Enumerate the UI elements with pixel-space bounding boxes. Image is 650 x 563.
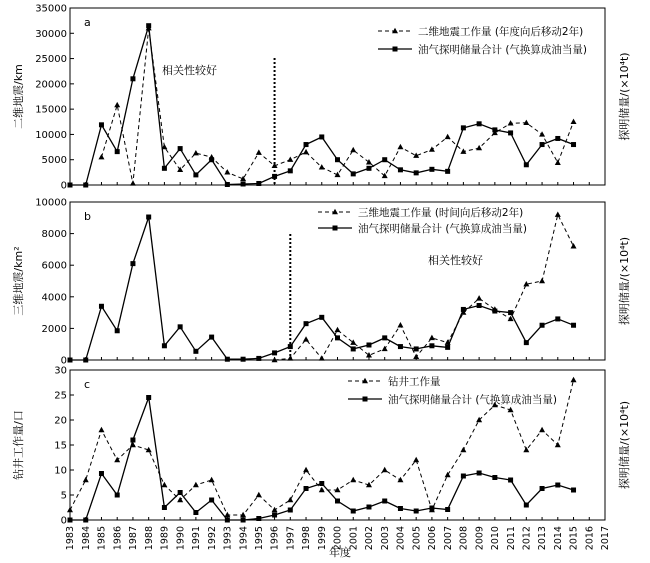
data-point-triangle bbox=[287, 497, 293, 502]
data-point-triangle bbox=[224, 169, 230, 174]
y-axis-label-right: 探明储量/(×10⁴t) bbox=[618, 52, 631, 141]
data-point-triangle bbox=[319, 164, 325, 169]
legend-label: 油气探明储量合计 (气换算成油当量) bbox=[358, 223, 528, 235]
x-tick-label: 1998 bbox=[301, 526, 313, 551]
x-tick-label: 2000 bbox=[332, 526, 344, 551]
legend-label: 三维地震工作量 (时间向后移动2年) bbox=[358, 207, 524, 219]
data-point-square bbox=[477, 471, 482, 476]
y-tick-label: 25 bbox=[54, 390, 67, 402]
x-tick-label: 2014 bbox=[552, 526, 564, 551]
data-point-square bbox=[382, 499, 387, 504]
data-point-triangle bbox=[539, 131, 545, 136]
data-point-triangle bbox=[272, 507, 278, 512]
data-point-triangle bbox=[555, 442, 561, 447]
series-line bbox=[70, 398, 574, 521]
data-point-square bbox=[540, 142, 545, 147]
y-axis-label-left: 三维地震/km² bbox=[12, 246, 25, 316]
data-point-triangle bbox=[571, 119, 577, 124]
data-point-square bbox=[319, 315, 324, 320]
data-point-square bbox=[130, 76, 135, 81]
data-point-triangle bbox=[539, 278, 545, 283]
x-tick-label: 2012 bbox=[521, 526, 533, 551]
panel-letter: c bbox=[84, 378, 91, 391]
data-point-square bbox=[288, 508, 293, 513]
y-tick-label: 10000 bbox=[35, 197, 67, 209]
series-line bbox=[275, 215, 574, 360]
legend-label: 二维地震工作量 (年度向后移动2年) bbox=[418, 26, 584, 38]
data-point-triangle bbox=[256, 149, 262, 154]
y-tick-label: 10000 bbox=[35, 129, 67, 141]
data-point-triangle bbox=[303, 467, 309, 472]
data-point-square bbox=[272, 513, 277, 518]
x-tick-label: 2007 bbox=[442, 526, 454, 551]
data-point-triangle bbox=[571, 243, 577, 248]
data-point-triangle bbox=[350, 477, 356, 482]
x-tick-label: 1988 bbox=[143, 526, 155, 551]
data-point-square bbox=[319, 481, 324, 486]
data-point-square bbox=[288, 168, 293, 173]
x-tick-label: 2017 bbox=[600, 526, 612, 551]
data-point-square bbox=[366, 342, 371, 347]
x-tick-label: 2010 bbox=[490, 526, 502, 551]
legend-label: 油气探明储量合计 (气换算成油当量) bbox=[418, 44, 588, 56]
data-point-square bbox=[555, 316, 560, 321]
data-point-triangle bbox=[350, 147, 356, 152]
data-point-triangle bbox=[319, 355, 325, 360]
legend-label: 油气探明储量合计 (气换算成油当量) bbox=[388, 394, 558, 406]
y-tick-label: 25000 bbox=[35, 54, 67, 66]
y-tick-label: 0 bbox=[60, 180, 67, 192]
data-point-square bbox=[83, 518, 88, 523]
x-tick-label: 1992 bbox=[206, 526, 218, 551]
x-tick-label: 1995 bbox=[254, 526, 266, 551]
data-point-square bbox=[477, 303, 482, 308]
data-point-triangle bbox=[256, 492, 262, 497]
data-point-square bbox=[555, 136, 560, 141]
legend-marker-square bbox=[363, 397, 368, 402]
data-point-square bbox=[146, 23, 151, 28]
data-point-square bbox=[99, 471, 104, 476]
x-tick-label: 2009 bbox=[474, 526, 486, 551]
data-point-triangle bbox=[114, 102, 120, 107]
y-tick-label: 0 bbox=[60, 515, 67, 527]
data-point-square bbox=[225, 518, 230, 523]
data-point-triangle bbox=[209, 477, 215, 482]
data-point-square bbox=[225, 357, 230, 362]
y-tick-label: 20 bbox=[54, 415, 67, 427]
data-point-square bbox=[241, 518, 246, 523]
data-point-triangle bbox=[366, 159, 372, 164]
x-tick-label: 1991 bbox=[191, 526, 203, 551]
y-tick-label: 6000 bbox=[41, 260, 67, 272]
data-point-square bbox=[178, 146, 183, 151]
data-point-square bbox=[68, 358, 73, 363]
data-point-square bbox=[429, 167, 434, 172]
annotation-text: 相关性较好 bbox=[428, 254, 483, 267]
data-point-square bbox=[398, 506, 403, 511]
x-tick-label: 1990 bbox=[175, 526, 187, 551]
data-point-square bbox=[571, 488, 576, 493]
data-point-square bbox=[209, 335, 214, 340]
data-point-triangle bbox=[98, 427, 104, 432]
data-point-square bbox=[492, 309, 497, 314]
data-point-square bbox=[335, 157, 340, 162]
data-point-square bbox=[304, 486, 309, 491]
data-point-triangle bbox=[555, 211, 561, 216]
panel-frame bbox=[70, 370, 605, 520]
data-point-square bbox=[382, 335, 387, 340]
data-point-square bbox=[524, 162, 529, 167]
y-tick-label: 30 bbox=[54, 365, 67, 377]
legend-label: 钻井工作量 bbox=[388, 376, 441, 388]
y-tick-label: 2000 bbox=[41, 323, 67, 335]
data-point-triangle bbox=[445, 472, 451, 477]
panel-letter: a bbox=[84, 16, 91, 29]
data-point-square bbox=[225, 182, 230, 187]
data-point-square bbox=[256, 356, 261, 361]
y-tick-label: 5000 bbox=[41, 155, 67, 167]
data-point-square bbox=[555, 483, 560, 488]
y-axis-label-right: 探明储量/(×10⁴t) bbox=[618, 400, 631, 490]
x-tick-label: 1994 bbox=[238, 526, 250, 551]
x-tick-label: 1993 bbox=[222, 526, 234, 551]
data-point-square bbox=[146, 215, 151, 220]
data-point-triangle bbox=[287, 157, 293, 162]
data-point-square bbox=[571, 323, 576, 328]
data-point-square bbox=[146, 395, 151, 400]
data-point-triangle bbox=[413, 354, 419, 359]
y-tick-label: 5 bbox=[60, 490, 67, 502]
data-point-triangle bbox=[67, 507, 73, 512]
data-point-square bbox=[508, 130, 513, 135]
x-tick-label: 1989 bbox=[159, 526, 171, 551]
data-point-square bbox=[429, 343, 434, 348]
data-point-square bbox=[162, 343, 167, 348]
data-point-triangle bbox=[303, 336, 309, 341]
x-tick-label: 2011 bbox=[505, 526, 517, 551]
data-point-triangle bbox=[429, 146, 435, 151]
data-point-triangle bbox=[98, 154, 104, 159]
data-point-square bbox=[398, 344, 403, 349]
data-point-square bbox=[461, 474, 466, 479]
data-point-square bbox=[256, 516, 261, 521]
x-tick-label: 2008 bbox=[458, 526, 470, 551]
panel-letter: b bbox=[84, 210, 91, 223]
data-point-triangle bbox=[83, 477, 89, 482]
data-point-square bbox=[524, 503, 529, 508]
x-tick-label: 1985 bbox=[96, 526, 108, 551]
data-point-triangle bbox=[413, 457, 419, 462]
data-point-square bbox=[115, 328, 120, 333]
y-tick-label: 15000 bbox=[35, 104, 67, 116]
data-point-square bbox=[193, 510, 198, 515]
data-point-square bbox=[319, 134, 324, 139]
data-point-square bbox=[193, 349, 198, 354]
data-point-square bbox=[508, 310, 513, 315]
data-point-square bbox=[366, 166, 371, 171]
data-point-triangle bbox=[366, 352, 372, 357]
data-point-triangle bbox=[319, 487, 325, 492]
data-point-triangle bbox=[161, 482, 167, 487]
data-point-triangle bbox=[397, 144, 403, 149]
data-point-triangle bbox=[130, 180, 136, 185]
x-tick-label: 2013 bbox=[537, 526, 549, 551]
data-point-triangle bbox=[523, 120, 529, 125]
x-tick-label: 2003 bbox=[379, 526, 391, 551]
data-point-triangle bbox=[476, 145, 482, 150]
data-point-square bbox=[304, 321, 309, 326]
data-point-triangle bbox=[397, 322, 403, 327]
data-point-square bbox=[477, 121, 482, 126]
data-point-square bbox=[99, 304, 104, 309]
x-tick-label: 2016 bbox=[584, 526, 596, 551]
y-tick-label: 0 bbox=[60, 355, 67, 367]
data-point-square bbox=[461, 125, 466, 130]
data-point-triangle bbox=[287, 355, 293, 360]
data-point-square bbox=[524, 340, 529, 345]
data-point-triangle bbox=[193, 150, 199, 155]
data-point-square bbox=[193, 172, 198, 177]
data-point-square bbox=[209, 498, 214, 503]
data-point-square bbox=[83, 183, 88, 188]
x-tick-label: 1987 bbox=[128, 526, 140, 551]
x-tick-label: 2005 bbox=[411, 526, 423, 551]
data-point-square bbox=[492, 475, 497, 480]
x-tick-label: 1984 bbox=[80, 526, 92, 551]
data-point-square bbox=[241, 357, 246, 362]
data-point-triangle bbox=[177, 497, 183, 502]
data-point-square bbox=[99, 122, 104, 127]
data-point-triangle bbox=[445, 134, 451, 139]
data-point-square bbox=[288, 344, 293, 349]
x-tick-label: 2015 bbox=[568, 526, 580, 551]
legend-marker-square bbox=[333, 226, 338, 231]
x-tick-label: 1996 bbox=[269, 526, 281, 551]
data-point-square bbox=[178, 490, 183, 495]
x-tick-label: 2006 bbox=[427, 526, 439, 551]
data-point-square bbox=[366, 505, 371, 510]
data-point-square bbox=[335, 335, 340, 340]
data-point-square bbox=[351, 509, 356, 514]
data-point-triangle bbox=[555, 160, 561, 165]
data-point-triangle bbox=[114, 457, 120, 462]
data-point-square bbox=[414, 509, 419, 514]
x-tick-label: 1997 bbox=[285, 526, 297, 551]
data-point-square bbox=[130, 261, 135, 266]
data-point-square bbox=[272, 174, 277, 179]
data-point-triangle bbox=[350, 339, 356, 344]
data-point-square bbox=[414, 346, 419, 351]
data-point-square bbox=[445, 169, 450, 174]
data-point-triangle bbox=[539, 427, 545, 432]
data-point-triangle bbox=[571, 377, 577, 382]
y-tick-label: 15 bbox=[54, 440, 67, 452]
data-point-square bbox=[351, 346, 356, 351]
data-point-square bbox=[130, 438, 135, 443]
y-tick-label: 30000 bbox=[35, 28, 67, 40]
data-point-square bbox=[461, 307, 466, 312]
series-line bbox=[70, 217, 574, 360]
data-point-square bbox=[540, 486, 545, 491]
data-point-triangle bbox=[460, 447, 466, 452]
data-point-square bbox=[571, 142, 576, 147]
data-point-triangle bbox=[397, 477, 403, 482]
data-point-square bbox=[445, 345, 450, 350]
y-tick-label: 10 bbox=[54, 465, 67, 477]
x-axis-label: 年度 bbox=[329, 546, 351, 559]
data-point-square bbox=[351, 171, 356, 176]
data-point-square bbox=[68, 183, 73, 188]
data-point-square bbox=[162, 505, 167, 510]
data-point-square bbox=[115, 149, 120, 154]
x-tick-label: 1986 bbox=[112, 526, 124, 551]
data-point-triangle bbox=[476, 295, 482, 300]
data-point-square bbox=[492, 127, 497, 132]
x-tick-label: 1999 bbox=[316, 526, 328, 551]
y-tick-label: 8000 bbox=[41, 229, 67, 241]
y-tick-label: 4000 bbox=[41, 292, 67, 304]
x-tick-label: 2002 bbox=[364, 526, 376, 551]
data-point-square bbox=[256, 181, 261, 186]
y-tick-label: 20000 bbox=[35, 79, 67, 91]
data-point-triangle bbox=[193, 482, 199, 487]
data-point-square bbox=[508, 478, 513, 483]
y-axis-label-left: 二维地震/km bbox=[12, 64, 25, 129]
data-point-triangle bbox=[335, 327, 341, 332]
data-point-square bbox=[414, 170, 419, 175]
data-point-square bbox=[540, 323, 545, 328]
y-tick-label: 35000 bbox=[35, 3, 67, 15]
data-point-square bbox=[83, 358, 88, 363]
data-point-square bbox=[115, 493, 120, 498]
data-point-square bbox=[178, 324, 183, 329]
y-axis-label-left: 钻井工作量/口 bbox=[12, 410, 25, 480]
data-point-triangle bbox=[382, 467, 388, 472]
annotation-text: 相关性较好 bbox=[162, 64, 217, 77]
data-point-square bbox=[304, 142, 309, 147]
data-point-square bbox=[382, 157, 387, 162]
data-point-square bbox=[445, 507, 450, 512]
data-point-square bbox=[272, 350, 277, 355]
data-point-square bbox=[68, 518, 73, 523]
data-point-square bbox=[209, 157, 214, 162]
data-point-square bbox=[398, 167, 403, 172]
data-point-square bbox=[429, 506, 434, 511]
x-tick-label: 1983 bbox=[65, 526, 77, 551]
x-tick-label: 2001 bbox=[348, 526, 360, 551]
data-point-square bbox=[241, 181, 246, 186]
data-point-square bbox=[335, 499, 340, 504]
data-point-triangle bbox=[429, 335, 435, 340]
data-point-triangle bbox=[303, 149, 309, 154]
y-axis-label-right: 探明储量/(×10⁴t) bbox=[618, 236, 631, 326]
legend-marker-square bbox=[393, 47, 398, 52]
x-tick-label: 2004 bbox=[395, 526, 407, 551]
data-point-square bbox=[162, 166, 167, 171]
